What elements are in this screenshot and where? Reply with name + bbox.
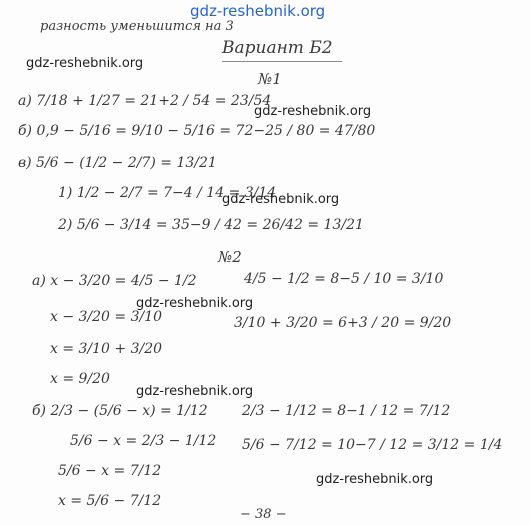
task1-number: №1 (258, 70, 282, 88)
header-line: разность уменьшится на 3 (40, 19, 234, 34)
task2-a-side1: 4/5 − 1/2 = 8−5 / 10 = 3/10 (244, 271, 444, 287)
task2-b-line1: б) 2/3 − (5/6 − x) = 1/12 (32, 403, 208, 419)
task2-b-line2: 5/6 − x = 2/3 − 1/12 (70, 433, 217, 449)
task1-b: б) 0,9 − 5/16 = 9/10 − 5/16 = 72−25 / 80 = 47/80 (18, 123, 376, 139)
watermark-2: gdz-reshebnik.org (254, 104, 372, 119)
watermark-5: gdz-reshebnik.org (136, 384, 254, 399)
task2-b-side2: 5/6 − 7/12 = 10−7 / 12 = 3/12 = 1/4 (242, 437, 503, 453)
watermark-1: gdz-reshebnik.org (26, 56, 144, 71)
task2-a-line2: x − 3/20 = 3/10 (50, 309, 163, 325)
task2-number: №2 (218, 248, 242, 266)
task2-a-line1: а) x − 3/20 = 4/5 − 1/2 (32, 273, 197, 289)
task2-b-line3: 5/6 − x = 7/12 (58, 463, 162, 479)
task2-a-line4: x = 9/20 (50, 371, 110, 387)
task2-a-line3: x = 3/10 + 3/20 (50, 341, 163, 357)
task2-a-side2: 3/10 + 3/20 = 6+3 / 20 = 9/20 (234, 315, 452, 331)
watermark-6: gdz-reshebnik.org (316, 472, 434, 487)
variant-title: Вариант Б2 (222, 38, 333, 58)
watermark-3: gdz-reshebnik.org (222, 192, 340, 207)
variant-underline (222, 61, 342, 62)
task1-a: a) 7/18 + 1/27 = 21+2 / 54 = 23/54 (18, 93, 272, 109)
task2-b-side1: 2/3 − 1/12 = 8−1 / 12 = 7/12 (242, 403, 451, 419)
task1-c-step1: 1) 1/2 − 2/7 = 7−4 / 14 = 3/14 (58, 185, 277, 201)
watermark-4: gdz-reshebnik.org (136, 296, 254, 311)
watermark-top: gdz-reshebnik.org (190, 2, 326, 20)
task2-b-line4: x = 5/6 − 7/12 (58, 493, 162, 509)
page-number: − 38 − (240, 507, 287, 522)
task1-c-step2: 2) 5/6 − 3/14 = 35−9 / 42 = 26/42 = 13/21 (58, 217, 364, 233)
task1-c: в) 5/6 − (1/2 − 2/7) = 13/21 (18, 155, 217, 171)
